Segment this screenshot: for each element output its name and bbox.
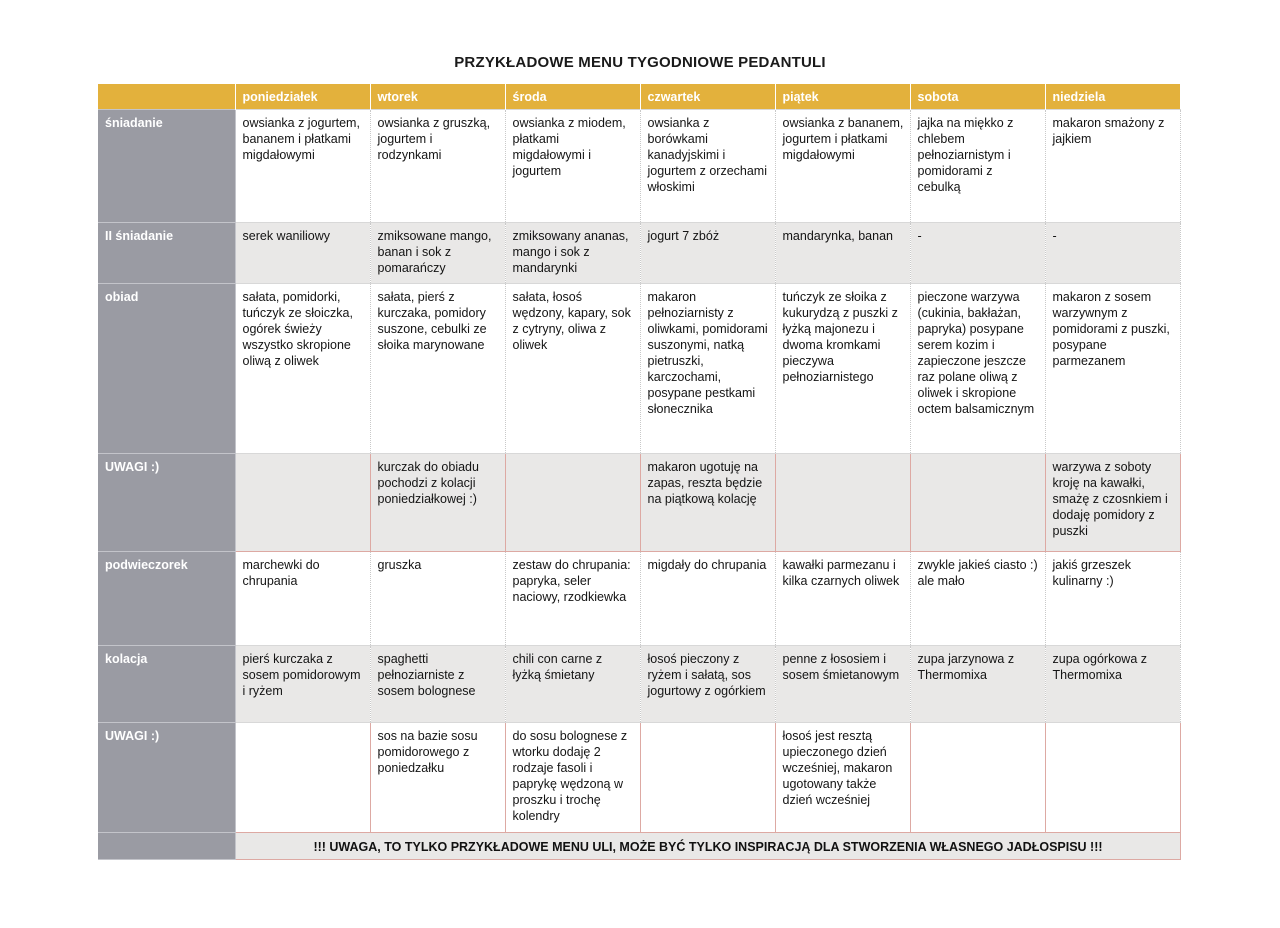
row-label-lunch: obiad — [98, 284, 235, 454]
menu-cell: zupa ogórkowa z Thermomixa — [1045, 646, 1180, 723]
menu-cell — [505, 454, 640, 552]
day-header-sunday: niedziela — [1045, 84, 1180, 110]
day-header-tuesday: wtorek — [370, 84, 505, 110]
menu-cell: jajka na miękko z chlebem pełnoziarnistym i pomidorami z cebulką — [910, 110, 1045, 223]
menu-cell: zmiksowany ananas, mango i sok z mandarynki — [505, 223, 640, 284]
menu-cell — [910, 454, 1045, 552]
row-label-notes-2: UWAGI :) — [98, 723, 235, 833]
menu-cell: jogurt 7 zbóż — [640, 223, 775, 284]
menu-cell: makaron z sosem warzywnym z pomidorami z puszki, posypane parmezanem — [1045, 284, 1180, 454]
menu-cell: - — [910, 223, 1045, 284]
menu-cell — [235, 723, 370, 833]
day-header-monday: poniedziałek — [235, 84, 370, 110]
menu-cell: spaghetti pełnoziarniste z sosem bolognese — [370, 646, 505, 723]
day-header-saturday: sobota — [910, 84, 1045, 110]
menu-cell: zwykle jakieś ciasto :) ale mało — [910, 552, 1045, 646]
table-row-notes-1 — [98, 454, 1180, 552]
menu-cell: kawałki parmezanu i kilka czarnych oliwek — [775, 552, 910, 646]
menu-cell: pieczone warzywa (cukinia, bakłażan, papryka) posypane serem kozim i zapieczone jeszcze raz polane oliwą z oliwek i skropione octem balsamicznym — [910, 284, 1045, 454]
menu-cell: makaron smażony z jajkiem — [1045, 110, 1180, 223]
row-label-dinner: kolacja — [98, 646, 235, 723]
menu-cell: gruszka — [370, 552, 505, 646]
table-row-second-breakfast — [98, 223, 1180, 284]
row-label-breakfast: śniadanie — [98, 110, 235, 223]
disclaimer-note: !!! UWAGA, TO TYLKO PRZYKŁADOWE MENU ULI, MOŻE BYĆ TYLKO INSPIRACJĄ DLA STWORZENIA WŁASNEGO JADŁOSPISU !!! — [235, 833, 1180, 860]
menu-cell: owsianka z borówkami kanadyjskimi i jogurtem z orzechami włoskimi — [640, 110, 775, 223]
table-row-lunch — [98, 284, 1180, 454]
day-header-thursday: czwartek — [640, 84, 775, 110]
menu-cell: zmiksowane mango, banan i sok z pomarańczy — [370, 223, 505, 284]
menu-cell: owsianka z gruszką, jogurtem i rodzynkami — [370, 110, 505, 223]
menu-cell: penne z łososiem i sosem śmietanowym — [775, 646, 910, 723]
menu-cell: - — [1045, 223, 1180, 284]
menu-cell: owsianka z bananem, jogurtem i płatkami migdałowymi — [775, 110, 910, 223]
table-row-breakfast — [98, 110, 1180, 223]
menu-cell: makaron ugotuję na zapas, reszta będzie na piątkową kolację — [640, 454, 775, 552]
menu-cell: zestaw do chrupania: papryka, seler naciowy, rzodkiewka — [505, 552, 640, 646]
menu-cell — [775, 454, 910, 552]
menu-cell: owsianka z miodem, płatkami migdałowymi i jogurtem — [505, 110, 640, 223]
menu-cell: sałata, pierś z kurczaka, pomidory suszone, cebulki ze słoika marynowane — [370, 284, 505, 454]
menu-cell: sałata, łosoś wędzony, kapary, sok z cytryny, oliwa z oliwek — [505, 284, 640, 454]
table-row-disclaimer — [98, 833, 1180, 860]
menu-cell: migdały do chrupania — [640, 552, 775, 646]
table-row-dinner — [98, 646, 1180, 723]
day-header-wednesday: środa — [505, 84, 640, 110]
menu-cell: łosoś pieczony z ryżem i sałatą, sos jogurtowy z ogórkiem — [640, 646, 775, 723]
menu-cell: zupa jarzynowa z Thermomixa — [910, 646, 1045, 723]
table-row-notes-2 — [98, 723, 1180, 833]
menu-cell: tuńczyk ze słoika z kukurydzą z puszki z łyżką majonezu i dwoma kromkami pieczywa pełnoziarnistego — [775, 284, 910, 454]
corner-header-cell — [98, 84, 235, 110]
weekly-menu-table — [98, 84, 1181, 860]
day-header-friday: piątek — [775, 84, 910, 110]
menu-cell — [640, 723, 775, 833]
menu-cell: sos na bazie sosu pomidorowego z poniedzałku — [370, 723, 505, 833]
menu-cell: sałata, pomidorki, tuńczyk ze słoiczka, ogórek świeży wszystko skropione oliwą z oliwek — [235, 284, 370, 454]
menu-cell — [1045, 723, 1180, 833]
menu-cell: warzywa z soboty kroję na kawałki, smażę z czosnkiem i dodaję pomidory z puszki — [1045, 454, 1180, 552]
menu-cell: chili con carne z łyżką śmietany — [505, 646, 640, 723]
table-row-afternoon-snack — [98, 552, 1180, 646]
menu-cell: marchewki do chrupania — [235, 552, 370, 646]
menu-cell: mandarynka, banan — [775, 223, 910, 284]
menu-cell: pierś kurczaka z sosem pomidorowym i ryżem — [235, 646, 370, 723]
menu-cell: serek waniliowy — [235, 223, 370, 284]
row-label-notes-1: UWAGI :) — [98, 454, 235, 552]
day-header-row — [98, 84, 1180, 110]
page-title: PRZYKŁADOWE MENU TYGODNIOWE PEDANTULI — [454, 54, 826, 71]
row-label-second-breakfast: II śniadanie — [98, 223, 235, 284]
footer-label-cell — [98, 833, 235, 860]
menu-cell: do sosu bolognese z wtorku dodaję 2 rodzaje fasoli i paprykę wędzoną w proszku i trochę kolendry — [505, 723, 640, 833]
menu-cell — [910, 723, 1045, 833]
menu-cell — [235, 454, 370, 552]
menu-cell: kurczak do obiadu pochodzi z kolacji poniedziałkowej :) — [370, 454, 505, 552]
menu-cell: owsianka z jogurtem, bananem i płatkami migdałowymi — [235, 110, 370, 223]
row-label-afternoon-snack: podwieczorek — [98, 552, 235, 646]
menu-cell: jakiś grzeszek kulinarny :) — [1045, 552, 1180, 646]
menu-cell: makaron pełnoziarnisty z oliwkami, pomidorami suszonymi, natką pietruszki, karczochami, posypane pestkami słonecznika — [640, 284, 775, 454]
menu-cell: łosoś jest resztą upieczonego dzień wcześniej, makaron ugotowany także dzień wcześniej — [775, 723, 910, 833]
